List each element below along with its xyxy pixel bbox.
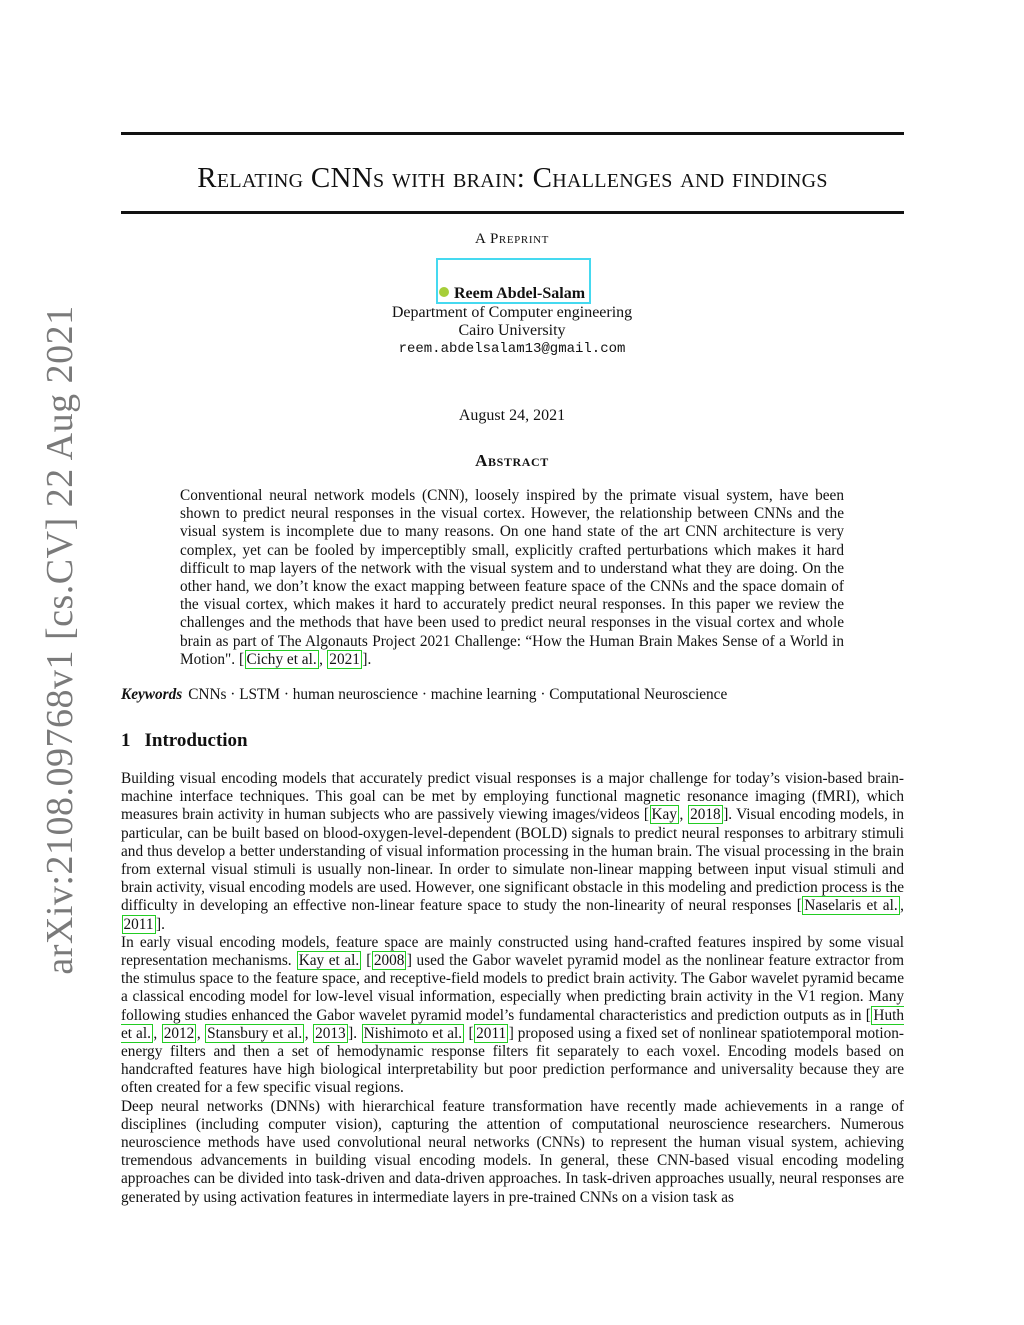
paragraph: Deep neural networks (DNNs) with hierarchical feature transformation have recently made achievements in a range of disciplines (including computer vision), capturing the attention of computational neuroscience researchers. Numerous neuroscience methods have used convolutional neural networks (CNNs) to represent the human visual system, achieving tremendous advancements in building visual encoding models. In general, these CNN-based visual encoding modeling approaches can be divided into task-driven and data-driven approaches. In task-driven approaches usually, neural responses are generated by using activation features in intermediate layers in pre-trained CNNs on a vision task as	[121, 1097, 904, 1206]
paragraph-text: ].	[348, 1024, 362, 1042]
author-name-line	[0, 285, 1024, 303]
citation-link[interactable]: Naselaris et al.	[804, 897, 898, 915]
citation-link[interactable]: Nishimoto et al.	[363, 1024, 463, 1042]
citation-link[interactable]: Cichy et al.	[246, 650, 317, 668]
paragraph	[121, 934, 904, 1098]
author-name[interactable]: Reem Abdel-Salam	[453, 285, 586, 302]
keywords-label: Keywords	[121, 686, 183, 703]
section-number: 1	[121, 730, 131, 751]
preprint-label: A Preprint	[475, 231, 549, 247]
abstract-text: Conventional neural network models (CNN), loosely inspired by the primate visual system, have been shown to predict neural responses in the visual cortex. However, the relationship between CNNs and the visual system is incomplete due to many reasons. On one hand state of the art CNN architecture is very complex, yet can be fooled by imperceptibly small, explicitly crafted perturbations which makes it hard difficult to map layers of the network with the visual system and to understand what they are doing. On the other hand, we don’t know the exact mapping between feature space of the CNNs and the space domain of the visual cortex, which makes it hard to accurately predict neural responses. In this paper we review the challenges and the methods that have been used to predict neural responses in the visual cortex and whole brain as part of The Algonauts Project 2021 Challenge: “How the Human Brain Makes Sense of a World in Motion". [	[180, 487, 844, 668]
citation-link[interactable]: 2013	[315, 1024, 346, 1042]
citation-link[interactable]: 2008	[373, 952, 405, 970]
citation-link[interactable]: 2011	[123, 915, 154, 933]
citation-link[interactable]: Stansbury et al.	[207, 1024, 303, 1042]
abstract-body	[180, 487, 844, 669]
citation-separator: ,	[900, 897, 904, 915]
section-heading-introduction	[121, 730, 248, 752]
abstract-text-end: ].	[362, 650, 372, 668]
title-rule-top	[121, 132, 904, 135]
paragraph-text: ] proposed using a fixed set of nonlinear spatiotemporal motion-energy filters and then a set of hemodynamic response filters fit separately to each voxel. Encoding models based on handcrafted features have high biological interpretability but poor prediction performance and universality because they are often created for a few specific visual regions.	[121, 1024, 905, 1097]
citation-separator: ,	[304, 1024, 313, 1042]
paper-date: August 24, 2021	[458, 407, 566, 424]
citation-link[interactable]: 2012	[163, 1024, 195, 1042]
citation-link[interactable]: Kay	[651, 806, 677, 824]
citation-separator: ,	[319, 650, 327, 668]
author-department: Department of Computer engineering	[391, 304, 633, 321]
keywords-line	[121, 686, 904, 704]
orcid-icon[interactable]	[439, 287, 449, 297]
title-rule-bottom	[121, 211, 904, 214]
paragraph-text: ] used the Gabor wavelet pyramid model as the nonlinear feature extractor from the stimulus space to the feature space, and receptive-field models to predict brain activity. The Gabor wavelet pyramid became a classical encoding model for low-level visual information, especially when predicting brain activity in the V1 region. Many following studies enhanced the Gabor wavelet pyramid model’s fundamental characteristics and prediction outputs as in [	[121, 952, 904, 1024]
section-title: Introduction	[144, 730, 248, 751]
introduction-body	[121, 770, 904, 1207]
citation-separator: ,	[196, 1024, 205, 1042]
citation-separator: [	[464, 1024, 474, 1042]
citation-separator: [	[361, 952, 372, 970]
paragraph-text: ].	[156, 915, 165, 933]
citation-separator: ,	[153, 1024, 162, 1042]
citation-link[interactable]: 2021	[329, 650, 360, 668]
citation-link[interactable]: Huth et al.	[121, 1006, 904, 1042]
citation-separator: ,	[679, 806, 688, 824]
paragraph	[121, 770, 904, 934]
paper-title: Relating CNNs with brain: Challenges and findings	[197, 162, 828, 194]
abstract-heading: Abstract	[475, 451, 549, 470]
author-email: reem.abdelsalam13@gmail.com	[398, 341, 626, 357]
paragraph-text: Building visual encoding models that accurately predict visual responses is a major challenge for today’s vision-based brain-machine interface techniques. This goal can be met by employing functional magnetic resonance imaging (fMRI), which measures brain activity in human subjects who are passively viewing images/videos [	[121, 770, 904, 824]
paragraph-text: In early visual encoding models, feature space are mainly constructed using hand-crafted features inspired by some visual representation mechanisms.	[121, 933, 904, 970]
author-university: Cairo University	[458, 322, 566, 339]
citation-link[interactable]: Kay et al.	[298, 952, 360, 970]
citation-link[interactable]: 2018	[690, 806, 721, 824]
arxiv-identifier-stamp: arXiv:2108.09768v1 [cs.CV] 22 Aug 2021	[39, 305, 81, 975]
keywords-text: CNNs · LSTM · human neuroscience · machine learning · Computational Neuroscience	[188, 686, 728, 703]
paragraph-text: ]. Visual encoding models, in particular, can be built based on blood-oxygen-level-dependent (BOLD) signals to predict neural responses to arbitrary stimuli and thus develop a better understanding of visual information processing in the human brain. The visual processing in the brain from external visual stimuli is usually non-linear. In order to simulate non-linear mapping between input visual stimuli and brain activity, visual encoding models are used. However, one significant obstacle in this modeling and prediction process is the difficulty in developing an effective non-linear feature space to study the non-linearity of neural responses [	[121, 806, 905, 915]
citation-link[interactable]: 2011	[476, 1024, 507, 1042]
